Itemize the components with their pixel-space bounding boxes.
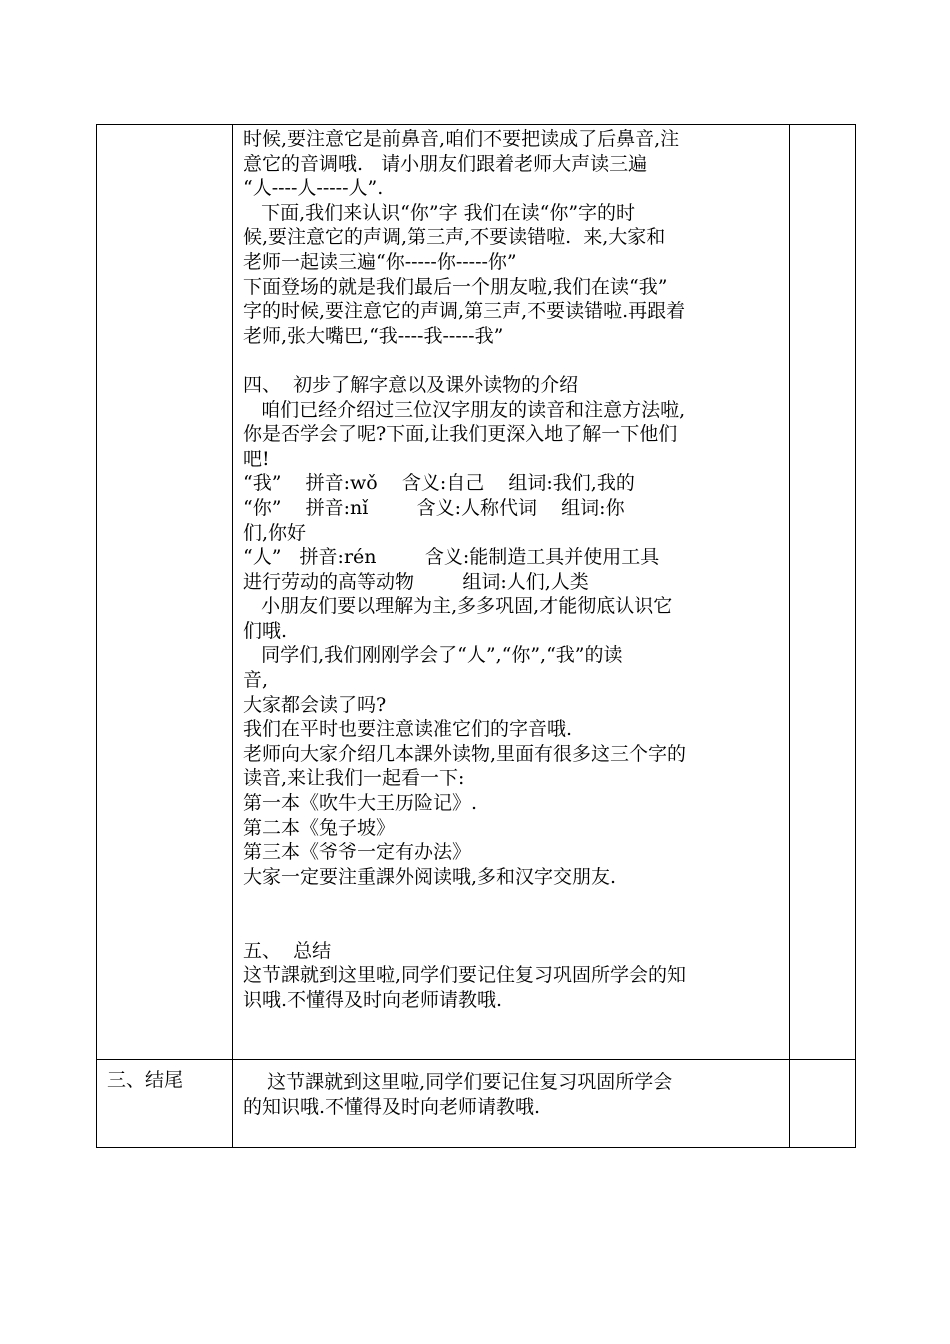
text-line: 老师,张大嘴巴,“我----我-----我” bbox=[243, 324, 504, 347]
text-line: 们,你好 bbox=[243, 521, 307, 544]
text-line: 大家都会读了吗? bbox=[243, 693, 387, 716]
text-line: 小朋友们要以理解为主,多多巩固,才能彻底认识它 bbox=[243, 595, 673, 618]
text-line: 老师向大家介绍几本課外读物,里面有很多这三个字的 bbox=[243, 742, 687, 765]
text-line: 咱们已经介绍过三位汉字朋友的读音和注意方法啦, bbox=[243, 398, 686, 421]
text-line: 吧! bbox=[243, 447, 270, 470]
text-line bbox=[243, 914, 779, 939]
text-line: 这节課就到这里啦,同学们要记住复习巩固所学会的知 bbox=[243, 964, 687, 987]
notes-cell bbox=[790, 1060, 856, 1148]
notes-cell bbox=[790, 125, 856, 1060]
text-line: 下面登场的就是我们最后一个朋友啦,我们在读“我” bbox=[243, 275, 668, 298]
text-line: 大家一定要注重課外阅读哦,多和汉字交朋友. bbox=[243, 865, 617, 888]
text-line: “我” 拼音:wǒ 含义:自己 组词:我们,我的 bbox=[243, 472, 635, 495]
text-line: 音, bbox=[243, 669, 269, 692]
text-line: 同学们,我们刚刚学会了“人”,“你”,“我”的读 bbox=[243, 644, 623, 667]
text-line: 第三本《爷爷一定有办法》 bbox=[243, 841, 472, 864]
content-cell bbox=[233, 1060, 790, 1148]
step-label-cell bbox=[97, 1060, 233, 1148]
text-line: 字的时候,要注意它的声调,第三声,不要读错啦.再跟着 bbox=[243, 300, 686, 323]
text-line: 识哦.不懂得及时向老师请教哦. bbox=[243, 988, 503, 1011]
text-line: 第二本《兔子坡》 bbox=[243, 816, 396, 839]
content-cell bbox=[233, 125, 790, 1060]
text-line: “人” 拼音:rén 含义:能制造工具并使用工具 bbox=[243, 546, 660, 569]
text-line: 意它的音调哦. 请小朋友们跟着老师大声读三遍 bbox=[243, 152, 648, 175]
table-row bbox=[97, 125, 856, 1060]
step-label-cell bbox=[97, 125, 233, 1060]
text-line: 时候,要注意它是前鼻音,咱们不要把读成了后鼻音,注 bbox=[243, 128, 680, 150]
text-line: 的知识哦.不懂得及时向老师请教哦. bbox=[243, 1095, 541, 1118]
text-line: 们哦. bbox=[243, 619, 288, 642]
lesson-plan-table bbox=[96, 124, 856, 1148]
ending-content bbox=[233, 1060, 789, 1119]
text-line: 五、 总结 bbox=[243, 939, 332, 962]
text-line: 你是否学会了呢?下面,让我们更深入地了解一下他们 bbox=[243, 423, 678, 446]
step-label: 三、结尾 bbox=[107, 1069, 184, 1091]
text-line: “你” 拼音:nǐ 含义:人称代词 组词:你 bbox=[243, 496, 625, 519]
text-line bbox=[243, 348, 779, 373]
text-line: 四、 初步了解字意以及课外读物的介绍 bbox=[243, 373, 579, 396]
text-line: 老师一起读三遍“你-----你-----你” bbox=[243, 250, 517, 273]
text-line: 这节課就到这里啦,同学们要记住复习巩固所学会 bbox=[243, 1071, 673, 1093]
table-row bbox=[97, 1060, 856, 1148]
text-line: 我们在平时也要注意读准它们的字音哦. bbox=[243, 718, 573, 741]
text-line: 读音,来让我们一起看一下: bbox=[243, 767, 465, 790]
text-line bbox=[243, 889, 779, 914]
text-line: 第一本《吹牛大王历险记》. bbox=[243, 792, 478, 815]
text-line: 进行劳动的高等动物 组词:人们,人类 bbox=[243, 570, 589, 593]
text-line: 候,要注意它的声调,第三声,不要读错啦. 来,大家和 bbox=[243, 226, 666, 249]
text-line: “人----人-----人”. bbox=[243, 177, 384, 200]
lesson-content bbox=[233, 125, 789, 1012]
step-label bbox=[97, 125, 232, 141]
text-line: 下面,我们来认识“你”字 我们在读“你”字的时 bbox=[243, 201, 636, 224]
